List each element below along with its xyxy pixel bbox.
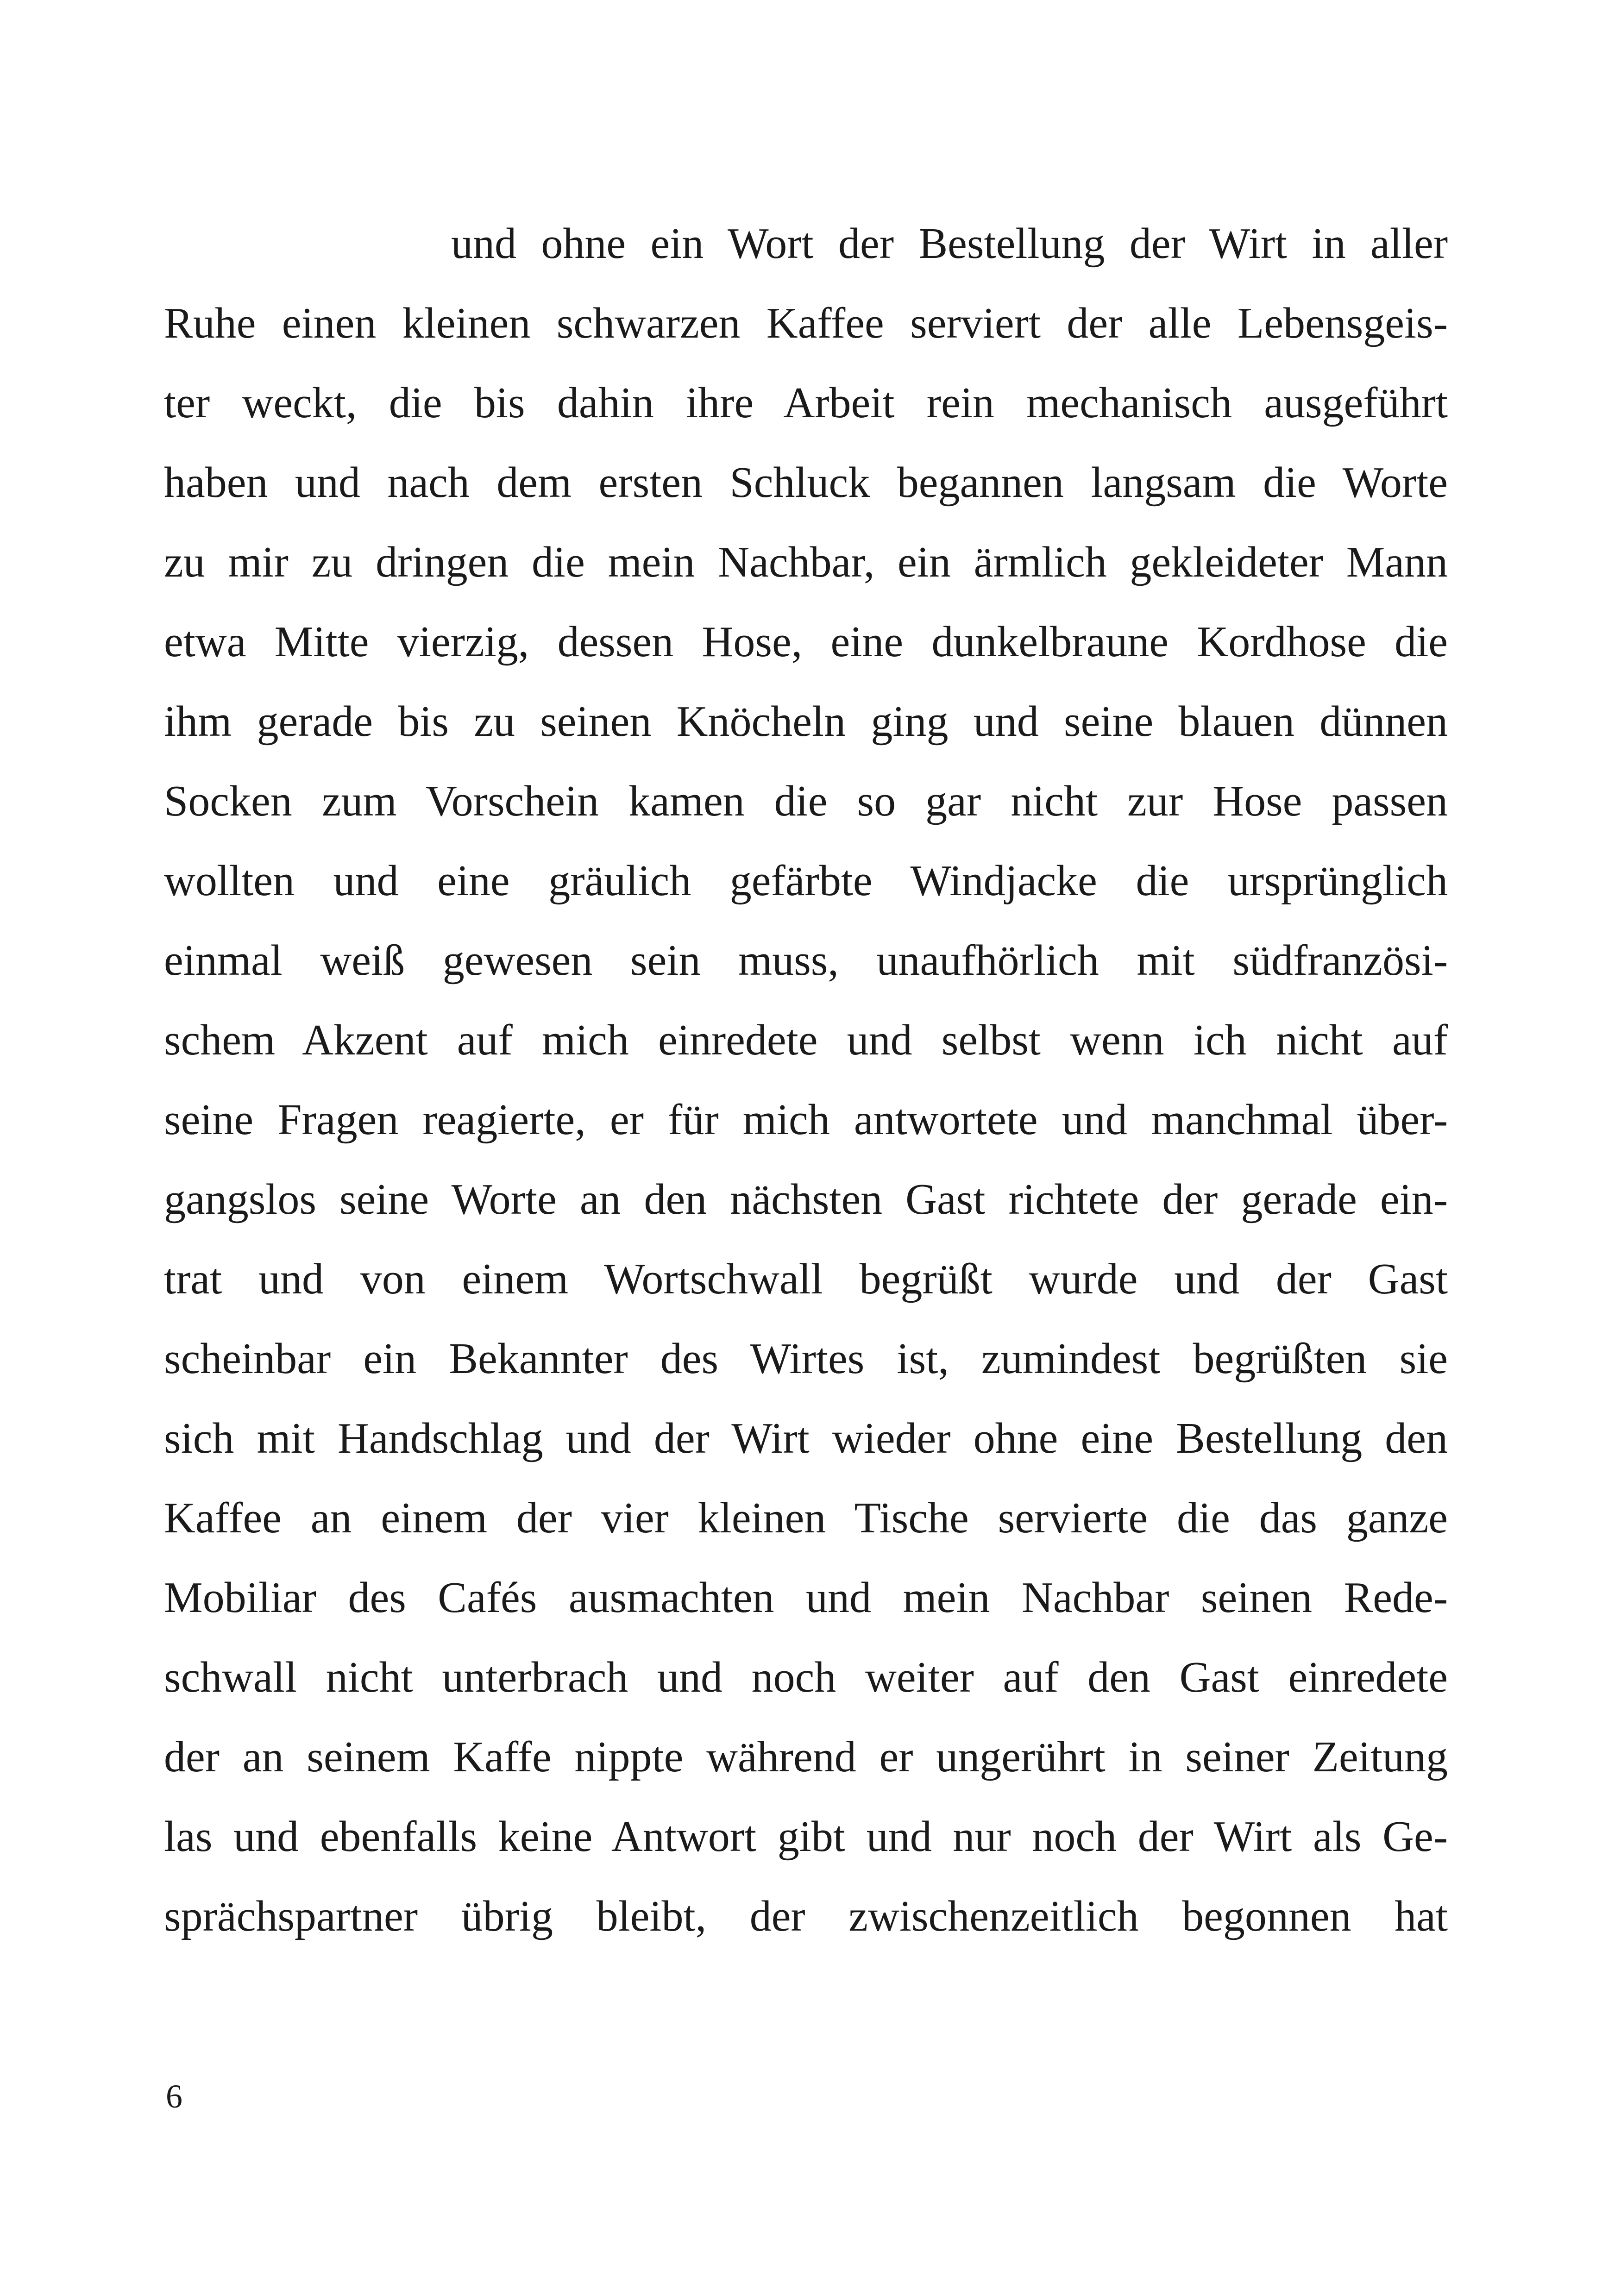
text-line: haben und nach dem ersten Schluck begannen langsam die Worte (164, 458, 1448, 507)
text-line: Mobiliar des Cafés ausmachten und mein Nachbar seinen Rede- (164, 1574, 1448, 1622)
text-line: seine Fragen reagierte, er für mich antwortete und manchmal über- (164, 1096, 1448, 1144)
text-line: ter weckt, die bis dahin ihre Arbeit rein mechanisch ausgeführt (164, 379, 1448, 427)
text-line: etwa Mitte vierzig, dessen Hose, eine dunkelbraune Kordhose die (164, 618, 1448, 666)
text-line: sprächspartner übrig bleibt, der zwischenzeitlich begonnen hat (164, 1892, 1448, 1940)
text-line: Kaffee an einem der vier kleinen Tische servierte die das ganze (164, 1494, 1448, 1542)
page-number: 6 (166, 2078, 182, 2115)
text-line: wollten und eine gräulich gefärbte Windjacke die ursprünglich (164, 857, 1448, 905)
text-line: zu mir zu dringen die mein Nachbar, ein ärmlich gekleideter Mann (164, 538, 1448, 586)
text-line: las und ebenfalls keine Antwort gibt und nur noch der Wirt als Ge- (164, 1813, 1448, 1861)
text-line: der an seinem Kaffe nippte während er ungerührt in seiner Zeitung (164, 1733, 1448, 1781)
text-line: einmal weiß gewesen sein muss, unaufhörlich mit südfranzösi- (164, 936, 1448, 985)
text-line: und ohne ein Wort der Bestellung der Wirt in aller (451, 220, 1448, 268)
text-line: scheinbar ein Bekannter des Wirtes ist, zumindest begrüßten sie (164, 1335, 1448, 1383)
text-line: sich mit Handschlag und der Wirt wieder ohne eine Bestellung den (164, 1414, 1448, 1462)
text-line: Ruhe einen kleinen schwarzen Kaffee serviert der alle Lebensgeis- (164, 299, 1448, 347)
text-line: ihm gerade bis zu seinen Knöcheln ging und seine blauen dünnen (164, 697, 1448, 746)
text-line: Socken zum Vorschein kamen die so gar nicht zur Hose passen (164, 777, 1448, 825)
text-line: schwall nicht unterbrach und noch weiter auf den Gast einredete (164, 1653, 1448, 1701)
text-line: trat und von einem Wortschwall begrüßt wurde und der Gast (164, 1255, 1448, 1303)
body-text (164, 204, 1448, 1956)
text-line: gangslos seine Worte an den nächsten Gast richtete der gerade ein- (164, 1175, 1448, 1223)
text-line: schem Akzent auf mich einredete und selbst wenn ich nicht auf (164, 1016, 1448, 1064)
